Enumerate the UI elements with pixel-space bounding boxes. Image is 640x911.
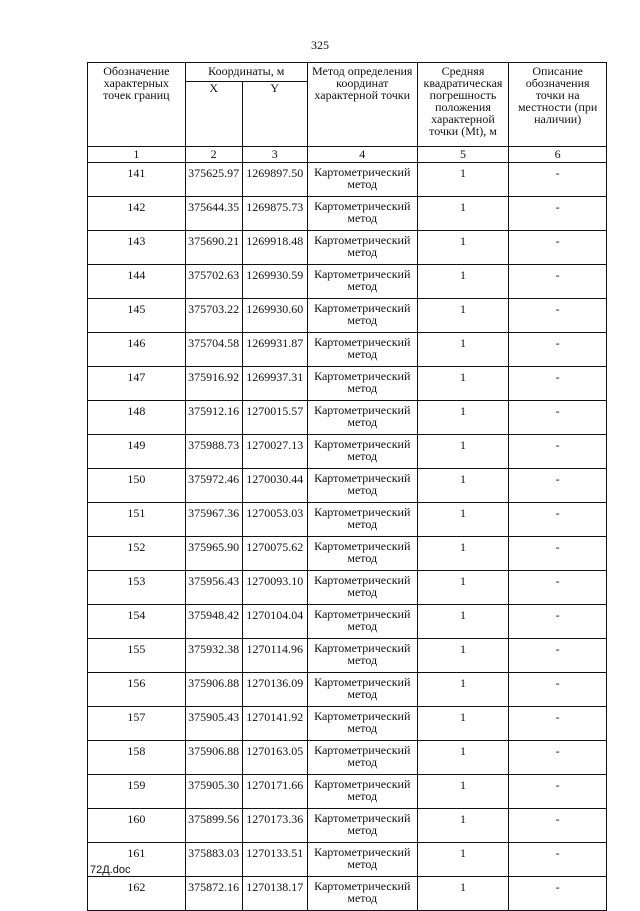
cell-description: - xyxy=(509,877,607,911)
cell-description: - xyxy=(509,231,607,265)
header-y: Y xyxy=(242,82,307,147)
cell-point: 153 xyxy=(88,571,186,605)
cell-y: 1270163.05 xyxy=(242,741,307,775)
cell-description: - xyxy=(509,639,607,673)
cell-x: 375912.16 xyxy=(185,401,242,435)
cell-x: 375883.03 xyxy=(185,843,242,877)
table-row xyxy=(88,639,607,673)
cell-point: 148 xyxy=(88,401,186,435)
cell-point: 158 xyxy=(88,741,186,775)
cell-point: 144 xyxy=(88,265,186,299)
cell-description: - xyxy=(509,809,607,843)
cell-description: - xyxy=(509,571,607,605)
cell-method: Картометрический метод xyxy=(307,197,417,231)
cell-error: 1 xyxy=(417,299,509,333)
cell-point: 145 xyxy=(88,299,186,333)
cell-method: Картометрический метод xyxy=(307,673,417,707)
table-row xyxy=(88,197,607,231)
column-number: 3 xyxy=(242,147,307,163)
table-row xyxy=(88,843,607,877)
cell-y: 1270173.36 xyxy=(242,809,307,843)
coordinates-table xyxy=(87,62,607,911)
cell-x: 375690.21 xyxy=(185,231,242,265)
cell-y: 1269930.59 xyxy=(242,265,307,299)
cell-method: Картометрический метод xyxy=(307,265,417,299)
cell-point: 155 xyxy=(88,639,186,673)
cell-point: 159 xyxy=(88,775,186,809)
column-number: 5 xyxy=(417,147,509,163)
cell-method: Картометрический метод xyxy=(307,435,417,469)
cell-method: Картометрический метод xyxy=(307,877,417,911)
cell-y: 1269937.31 xyxy=(242,367,307,401)
cell-method: Картометрический метод xyxy=(307,503,417,537)
table-row xyxy=(88,503,607,537)
cell-x: 375948.42 xyxy=(185,605,242,639)
cell-x: 375704.58 xyxy=(185,333,242,367)
cell-method: Картометрический метод xyxy=(307,605,417,639)
table-row xyxy=(88,877,607,911)
column-number: 2 xyxy=(185,147,242,163)
cell-y: 1269918.48 xyxy=(242,231,307,265)
cell-method: Картометрический метод xyxy=(307,843,417,877)
cell-y: 1270104.04 xyxy=(242,605,307,639)
cell-point: 156 xyxy=(88,673,186,707)
table-row xyxy=(88,435,607,469)
cell-x: 375906.88 xyxy=(185,673,242,707)
cell-x: 375956.43 xyxy=(185,571,242,605)
cell-description: - xyxy=(509,265,607,299)
header-coordinates: Координаты, м xyxy=(185,63,307,82)
footer-filename: 72Д.doc xyxy=(90,864,131,876)
table-row xyxy=(88,299,607,333)
cell-method: Картометрический метод xyxy=(307,537,417,571)
cell-error: 1 xyxy=(417,639,509,673)
cell-method: Картометрический метод xyxy=(307,809,417,843)
cell-y: 1270030.44 xyxy=(242,469,307,503)
cell-point: 147 xyxy=(88,367,186,401)
cell-error: 1 xyxy=(417,707,509,741)
header-description: Описание обозначения точки на местности (при наличии) xyxy=(509,63,607,147)
cell-error: 1 xyxy=(417,571,509,605)
cell-error: 1 xyxy=(417,843,509,877)
cell-x: 375972.46 xyxy=(185,469,242,503)
cell-error: 1 xyxy=(417,367,509,401)
table-body xyxy=(88,163,607,911)
cell-point: 157 xyxy=(88,707,186,741)
cell-point: 152 xyxy=(88,537,186,571)
cell-method: Картометрический метод xyxy=(307,333,417,367)
cell-error: 1 xyxy=(417,503,509,537)
cell-x: 375967.36 xyxy=(185,503,242,537)
column-number: 4 xyxy=(307,147,417,163)
cell-y: 1270141.92 xyxy=(242,707,307,741)
cell-description: - xyxy=(509,367,607,401)
cell-error: 1 xyxy=(417,877,509,911)
header-point: Обозначение характерных точек границ xyxy=(88,63,186,147)
cell-description: - xyxy=(509,401,607,435)
table-row xyxy=(88,741,607,775)
cell-method: Картометрический метод xyxy=(307,639,417,673)
cell-y: 1270075.62 xyxy=(242,537,307,571)
cell-error: 1 xyxy=(417,401,509,435)
table-row xyxy=(88,673,607,707)
cell-description: - xyxy=(509,741,607,775)
cell-error: 1 xyxy=(417,673,509,707)
cell-y: 1270093.10 xyxy=(242,571,307,605)
cell-point: 160 xyxy=(88,809,186,843)
cell-x: 375932.38 xyxy=(185,639,242,673)
cell-y: 1270171.66 xyxy=(242,775,307,809)
table-row xyxy=(88,707,607,741)
cell-y: 1270114.96 xyxy=(242,639,307,673)
cell-error: 1 xyxy=(417,163,509,197)
cell-description: - xyxy=(509,435,607,469)
cell-x: 375899.56 xyxy=(185,809,242,843)
cell-method: Картометрический метод xyxy=(307,299,417,333)
cell-error: 1 xyxy=(417,197,509,231)
cell-error: 1 xyxy=(417,775,509,809)
cell-method: Картометрический метод xyxy=(307,231,417,265)
header-method: Метод определения координат характерной точки xyxy=(307,63,417,147)
cell-x: 375916.92 xyxy=(185,367,242,401)
cell-x: 375905.30 xyxy=(185,775,242,809)
cell-method: Картометрический метод xyxy=(307,707,417,741)
cell-x: 375906.88 xyxy=(185,741,242,775)
cell-error: 1 xyxy=(417,537,509,571)
cell-description: - xyxy=(509,197,607,231)
cell-x: 375905.43 xyxy=(185,707,242,741)
cell-error: 1 xyxy=(417,435,509,469)
cell-point: 151 xyxy=(88,503,186,537)
table-row xyxy=(88,265,607,299)
cell-point: 141 xyxy=(88,163,186,197)
cell-error: 1 xyxy=(417,265,509,299)
cell-x: 375644.35 xyxy=(185,197,242,231)
cell-method: Картометрический метод xyxy=(307,367,417,401)
cell-y: 1270133.51 xyxy=(242,843,307,877)
cell-description: - xyxy=(509,843,607,877)
cell-error: 1 xyxy=(417,469,509,503)
cell-y: 1270015.57 xyxy=(242,401,307,435)
cell-x: 375872.16 xyxy=(185,877,242,911)
column-number: 6 xyxy=(509,147,607,163)
cell-description: - xyxy=(509,537,607,571)
cell-error: 1 xyxy=(417,741,509,775)
cell-description: - xyxy=(509,503,607,537)
cell-y: 1270136.09 xyxy=(242,673,307,707)
cell-error: 1 xyxy=(417,333,509,367)
table-row xyxy=(88,231,607,265)
cell-x: 375702.63 xyxy=(185,265,242,299)
cell-point: 146 xyxy=(88,333,186,367)
column-number-row xyxy=(88,147,607,163)
page-number: 325 xyxy=(311,38,329,52)
table-row xyxy=(88,469,607,503)
cell-y: 1269930.60 xyxy=(242,299,307,333)
cell-point: 142 xyxy=(88,197,186,231)
cell-point: 149 xyxy=(88,435,186,469)
cell-y: 1269931.87 xyxy=(242,333,307,367)
cell-description: - xyxy=(509,299,607,333)
cell-description: - xyxy=(509,673,607,707)
cell-method: Картометрический метод xyxy=(307,401,417,435)
cell-y: 1270027.13 xyxy=(242,435,307,469)
cell-point: 150 xyxy=(88,469,186,503)
cell-description: - xyxy=(509,333,607,367)
header-x: X xyxy=(185,82,242,147)
cell-description: - xyxy=(509,707,607,741)
cell-point: 143 xyxy=(88,231,186,265)
cell-x: 375625.97 xyxy=(185,163,242,197)
cell-method: Картометрический метод xyxy=(307,775,417,809)
cell-description: - xyxy=(509,605,607,639)
cell-point: 161 xyxy=(88,843,186,877)
cell-point: 162 xyxy=(88,877,186,911)
table-row xyxy=(88,605,607,639)
table-row xyxy=(88,571,607,605)
cell-error: 1 xyxy=(417,605,509,639)
cell-x: 375965.90 xyxy=(185,537,242,571)
cell-description: - xyxy=(509,775,607,809)
table-row xyxy=(88,809,607,843)
table-row xyxy=(88,333,607,367)
header-error: Средняя квадратическая погрешность положения характерной точки (Mt), м xyxy=(417,63,509,147)
cell-error: 1 xyxy=(417,231,509,265)
cell-y: 1270138.17 xyxy=(242,877,307,911)
table-row xyxy=(88,367,607,401)
table-row xyxy=(88,401,607,435)
column-number: 1 xyxy=(88,147,186,163)
table-row xyxy=(88,537,607,571)
cell-x: 375703.22 xyxy=(185,299,242,333)
cell-y: 1269897.50 xyxy=(242,163,307,197)
cell-description: - xyxy=(509,469,607,503)
cell-error: 1 xyxy=(417,809,509,843)
cell-method: Картометрический метод xyxy=(307,741,417,775)
cell-method: Картометрический метод xyxy=(307,469,417,503)
cell-y: 1269875.73 xyxy=(242,197,307,231)
cell-method: Картометрический метод xyxy=(307,163,417,197)
cell-x: 375988.73 xyxy=(185,435,242,469)
cell-method: Картометрический метод xyxy=(307,571,417,605)
cell-y: 1270053.03 xyxy=(242,503,307,537)
cell-point: 154 xyxy=(88,605,186,639)
cell-description: - xyxy=(509,163,607,197)
table-row xyxy=(88,163,607,197)
table-header xyxy=(88,63,607,163)
table-row xyxy=(88,775,607,809)
